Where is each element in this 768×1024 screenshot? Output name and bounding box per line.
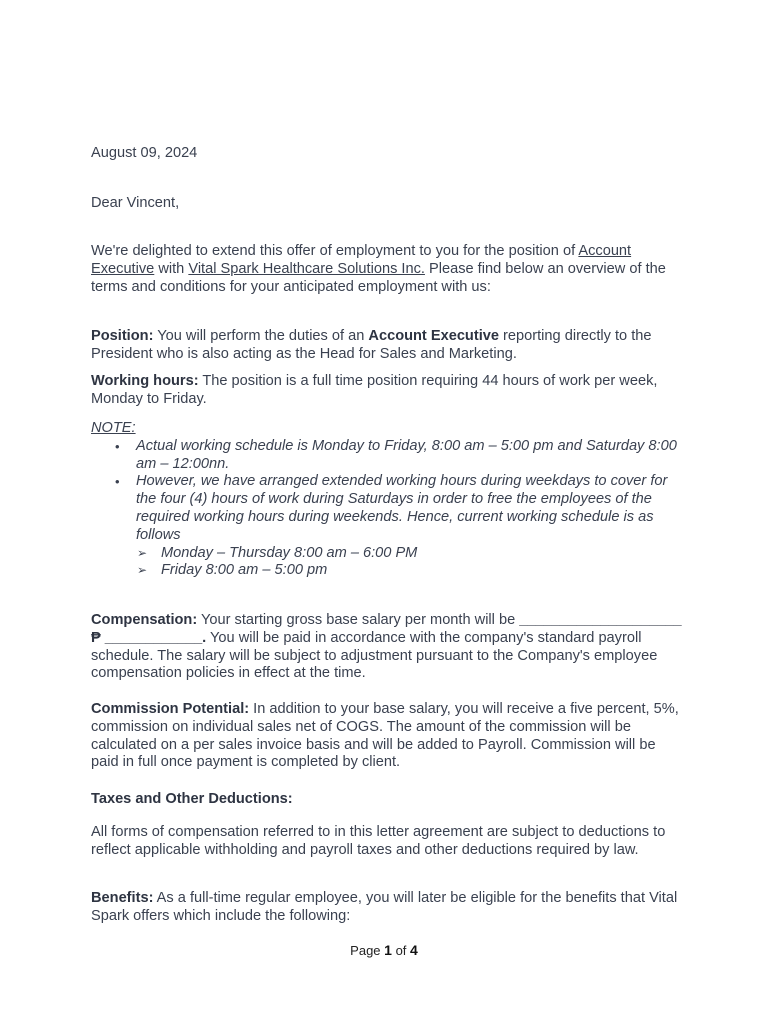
list-item [91,545,687,563]
position-text-2: reporting directly to the President who is also acting as the Head for Sales and Marketing. [91,328,652,362]
working-hours-text: The position is a full time position requiring 44 hours of work per week, Monday to Friday. [91,373,658,407]
salary-blank: ____________________ ₱ ____________. [91,612,682,646]
benefits-text: As a full-time regular employee, you will later be eligible for the benefits that Vital Spark offers which include the following: [91,890,678,924]
current-page-number: 1 [384,942,392,958]
intro-text-3: Please find below an overview of the terms and conditions for your anticipated employment with us: [91,260,666,295]
taxes-heading: Taxes and Other Deductions: [91,791,293,807]
schedule-text: Friday 8:00 am – 5:00 pm [161,562,328,579]
taxes-paragraph: All forms of compensation referred to in this letter agreement are subject to deductions to reflect applicable withholding and payroll taxes and other deductions required by law. [91,824,666,858]
list-item [91,562,687,580]
commission-label: Commission Potential: [91,701,250,717]
arrow-bullet-icon: ➢ [137,545,148,560]
position-label: Position: [91,328,154,344]
working-hours-label: Working hours: [91,373,199,389]
schedule-list [91,545,687,581]
commission-text: In addition to your base salary, you will receive a five percent, 5%, commission on individual sales net of COGS. The amount of the commission will be calculated on a per sales invoice basis and will be added to Payroll. Commission will be paid in full once payment is completed by client. [91,701,679,771]
list-item [91,438,687,474]
note-bullet-text: Actual working schedule is Monday to Friday, 8:00 am – 5:00 pm and Saturday 8:00 am – 12:00nn. [136,437,677,472]
compensation-text-1: Your starting gross base salary per month will be [197,612,520,628]
position-paragraph [91,328,687,364]
total-pages: 4 [410,942,418,958]
compensation-paragraph [91,612,687,683]
schedule-text: Monday – Thursday 8:00 am – 6:00 PM [161,544,418,561]
arrow-bullet-icon: ➢ [137,563,148,578]
working-hours-paragraph [91,373,687,409]
letter-date: August 09, 2024 [91,145,198,161]
page-footer [0,942,768,958]
note-label: NOTE: [91,420,136,436]
bullet-icon: • [115,474,120,490]
page-word: Page [350,943,385,958]
note-bullet-list [91,438,687,545]
compensation-label: Compensation: [91,612,198,628]
note-bullet-text: However, we have arranged extended working hours during weekdays to cover for the four (4) hours of work during Saturdays in order to free the employees of the required working hours during weekends. Hence, current working schedule is as follows [136,473,668,543]
note-section [91,420,687,580]
bullet-icon: • [115,438,120,454]
company-link[interactable]: Vital Spark Healthcare Solutions Inc. [188,260,425,277]
benefits-label: Benefits: [91,890,154,906]
commission-paragraph [91,701,687,772]
salutation: Dear Vincent, [91,195,180,211]
intro-paragraph [91,243,687,296]
position-title: Account Executive [368,328,499,344]
intro-text-1: We're delighted to extend this offer of employment to you for the position of [91,243,579,259]
position-text-1: You will perform the duties of an [153,328,369,344]
compensation-text-2: You will be paid in accordance with the company's standard payroll schedule. The salary will be subject to adjustment pursuant to the Company's employee compensation policies in effect at the time. [91,629,658,682]
of-word: of [391,943,411,958]
list-item [91,473,687,544]
benefits-paragraph [91,890,687,926]
position-link[interactable]: Account Executive [91,243,632,277]
intro-text-2: with [154,260,189,277]
